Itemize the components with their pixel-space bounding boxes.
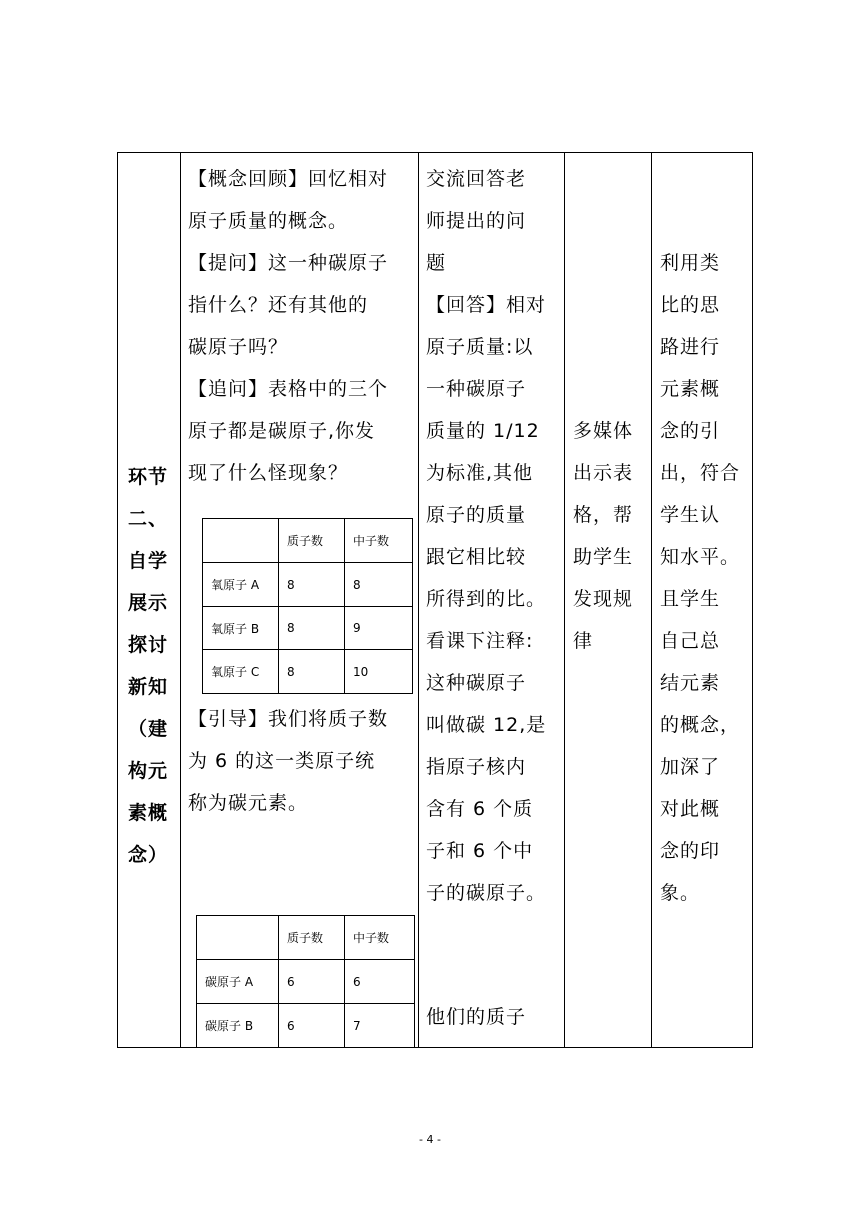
student-line: 质量的 1/12 (426, 420, 540, 442)
teacher-line: 【引导】我们将质子数 (188, 708, 389, 730)
column-divider (180, 152, 181, 1048)
teacher-line: 【追问】表格中的三个 (188, 378, 389, 400)
teacher-line: 【概念回顾】回忆相对 (188, 168, 389, 190)
teacher-line: 指什么？还有其他的 (188, 294, 369, 316)
teacher-line: 原子质量的概念。 (188, 210, 349, 232)
intent-line: 念的引 (660, 420, 721, 442)
intent-line: 知水平。 (660, 546, 741, 568)
table-cell: 碳原子 A (197, 960, 279, 1004)
student-activity-continued (426, 996, 526, 1038)
table-row (203, 563, 413, 607)
table-cell: 10 (345, 650, 413, 694)
table-cell: 6 (279, 1004, 345, 1048)
intent-line: 利用类 (660, 252, 721, 274)
student-line: 【回答】相对 (426, 294, 547, 316)
stage-line: 新知 (128, 676, 169, 698)
student-line: 师提出的问 (426, 210, 527, 232)
table-header-cell: 质子数 (279, 916, 345, 960)
table-cell: 8 (279, 563, 345, 607)
student-line: 叫做碳 12,是 (426, 714, 547, 736)
intent-line: 结元素 (660, 672, 721, 694)
media-line: 发现规 (573, 588, 634, 610)
table-cell: 氧原子 B (203, 607, 279, 650)
table-row (197, 960, 415, 1004)
student-activity (426, 158, 546, 914)
media-column (573, 410, 633, 662)
intent-line: 自己总 (660, 630, 721, 652)
media-line: 格，帮 (573, 504, 634, 526)
teacher-line: 为 6 的这一类原子统 (188, 750, 376, 772)
table-cell: 8 (279, 607, 345, 650)
intent-line: 比的思 (660, 294, 721, 316)
table-cell: 碳原子 B (197, 1004, 279, 1048)
intent-line: 加深了 (660, 756, 721, 778)
table-cell: 7 (345, 1004, 415, 1048)
stage-line: 自学 (128, 550, 169, 572)
table-header-cell: 质子数 (279, 519, 345, 563)
column-divider (651, 152, 652, 1048)
media-line: 助学生 (573, 546, 634, 568)
stage-line: 二、 (128, 508, 169, 530)
table-header-cell (203, 519, 279, 563)
carbon-atom-table (196, 915, 415, 1048)
stage-line: （建 (128, 718, 169, 740)
student-line: 子和 6 个中 (426, 840, 534, 862)
intent-line: 象。 (660, 882, 701, 904)
teacher-line: 原子都是碳原子,你发 (188, 420, 376, 442)
table-row (203, 650, 413, 694)
student-line: 交流回答老 (426, 168, 527, 190)
intent-line: 出，符合 (660, 462, 741, 484)
student-line: 所得到的比。 (426, 588, 547, 610)
teacher-line: 现了什么怪现象？ (188, 462, 349, 484)
intent-line: 路进行 (660, 336, 721, 358)
table-header-cell (197, 916, 279, 960)
intent-line: 且学生 (660, 588, 721, 610)
design-intent-column (660, 242, 740, 914)
teacher-line: 称为碳元素。 (188, 792, 309, 814)
table-cell: 氧原子 C (203, 650, 279, 694)
stage-line: 构元 (128, 760, 169, 782)
table-cell: 氧原子 A (203, 563, 279, 607)
table-row (197, 1004, 415, 1048)
student-line: 原子的质量 (426, 504, 527, 526)
table-header-cell: 中子数 (345, 519, 413, 563)
stage-line: 素概 (128, 802, 169, 824)
table-header-cell: 中子数 (345, 916, 415, 960)
stage-line: 探讨 (128, 634, 169, 656)
teacher-line: 碳原子吗？ (188, 336, 289, 358)
student-line: 原子质量:以 (426, 336, 534, 358)
stage-line: 环节 (128, 466, 169, 488)
stage-line: 展示 (128, 592, 169, 614)
intent-line: 念的印 (660, 840, 721, 862)
page-number: - 4 - (419, 1133, 441, 1146)
media-line: 律 (573, 630, 594, 652)
table-cell: 9 (345, 607, 413, 650)
student-line: 为标准,其他 (426, 462, 534, 484)
student-line: 子的碳原子。 (426, 882, 547, 904)
table-row (203, 607, 413, 650)
media-line: 多媒体 (573, 420, 634, 442)
student-line: 一种碳原子 (426, 378, 527, 400)
intent-line: 元素概 (660, 378, 721, 400)
table-cell: 8 (279, 650, 345, 694)
oxygen-atom-table (202, 518, 413, 694)
student-line: 指原子核内 (426, 756, 527, 778)
table-header-row (203, 519, 413, 563)
student-line: 跟它相比较 (426, 546, 527, 568)
table-cell: 6 (279, 960, 345, 1004)
student-line: 他们的质子 (426, 1006, 527, 1028)
student-line: 看课下注释: (426, 630, 534, 652)
stage-cell (128, 456, 168, 876)
intent-line: 学生认 (660, 504, 721, 526)
student-line: 这种碳原子 (426, 672, 527, 694)
student-line: 含有 6 个质 (426, 798, 534, 820)
table-cell: 6 (345, 960, 415, 1004)
intent-line: 对此概 (660, 798, 721, 820)
column-divider (564, 152, 565, 1048)
teacher-line: 【提问】这一种碳原子 (188, 252, 389, 274)
teacher-guidance (188, 698, 388, 824)
student-line: 题 (426, 252, 447, 274)
media-line: 出示表 (573, 462, 634, 484)
table-header-row (197, 916, 415, 960)
column-divider (418, 152, 419, 1048)
intent-line: 的概念， (660, 714, 741, 736)
teacher-activity (188, 158, 388, 494)
stage-line: 念） (128, 844, 169, 866)
table-cell: 8 (345, 563, 413, 607)
